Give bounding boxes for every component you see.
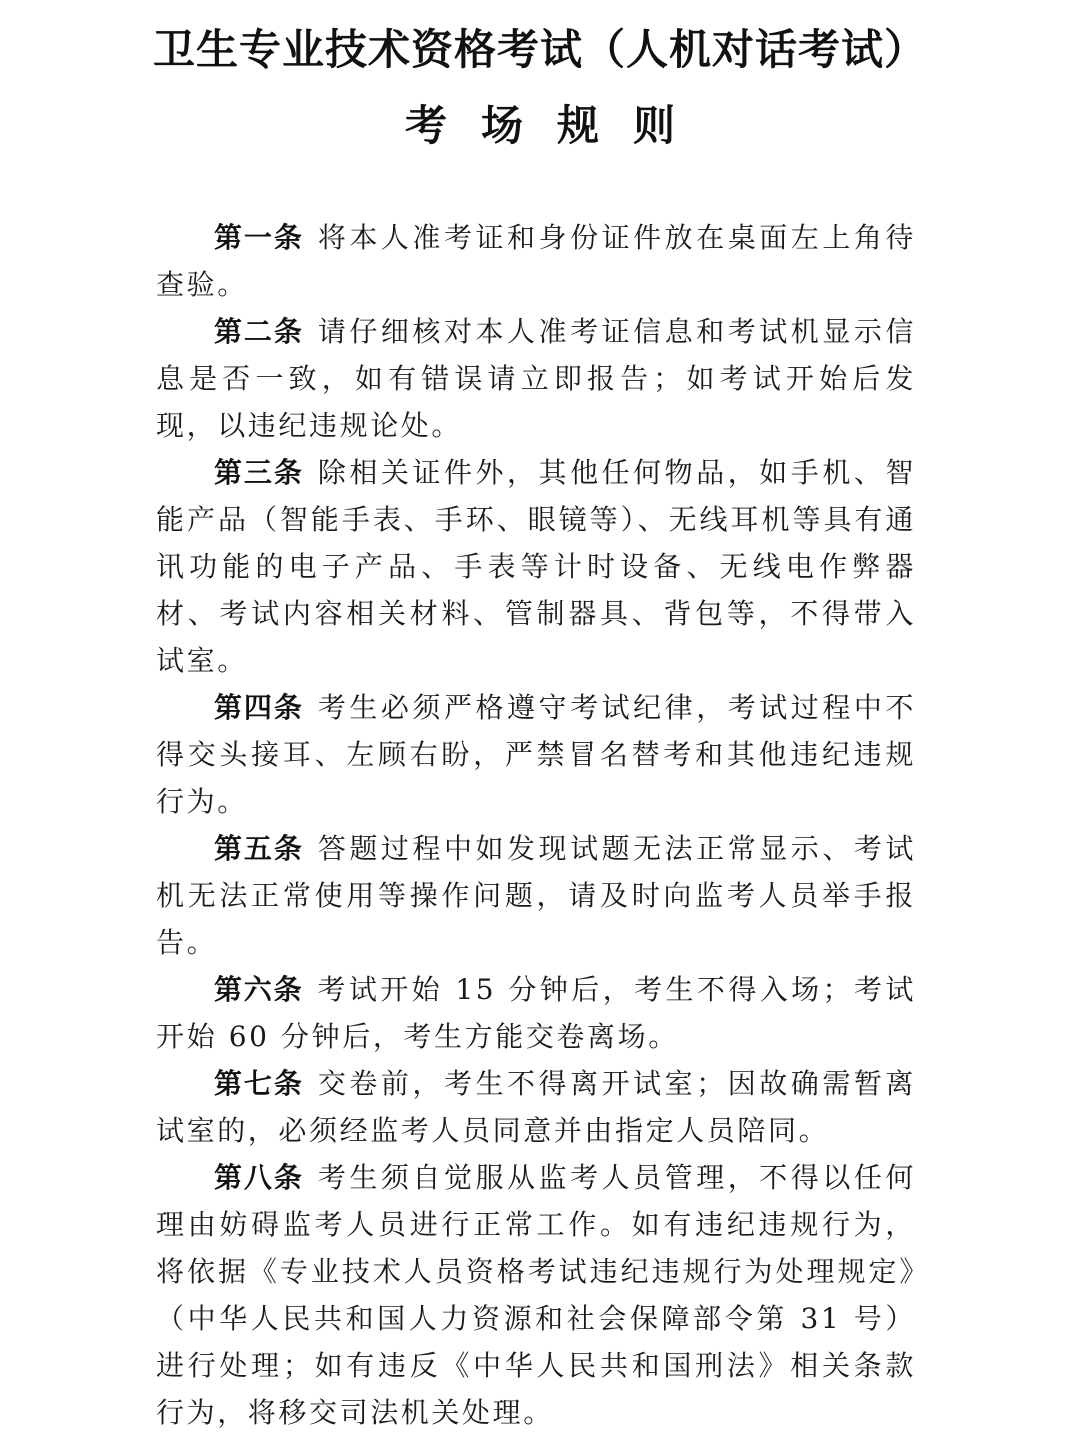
article-label: 第一条	[214, 221, 304, 254]
article-7	[156, 1060, 916, 1154]
article-1	[156, 214, 916, 308]
article-label: 第三条	[214, 456, 304, 489]
rules-body	[156, 214, 916, 1436]
article-4	[156, 684, 916, 825]
article-text: 将本人准考证和身份证件放在桌面左上角待查验。	[156, 221, 916, 301]
article-label: 第二条	[214, 315, 304, 348]
document-subtitle: 考场规则	[404, 101, 709, 150]
article-text: 考生必须严格遵守考试纪律，考试过程中不得交头接耳、左顾右盼，严禁冒名替考和其他违纪违规行为。	[156, 691, 916, 818]
article-text: 除相关证件外，其他任何物品，如手机、智能产品（智能手表、手环、眼镜等）、无线耳机等具有通讯功能的电子产品、手表等计时设备、无线电作弊器材、考试内容相关材料、管制器具、背包等，不得带入试室。	[156, 456, 916, 677]
article-text: 交卷前，考生不得离开试室；因故确需暂离试室的，必须经监考人员同意并由指定人员陪同。	[156, 1067, 916, 1147]
article-3	[156, 449, 916, 684]
article-label: 第七条	[214, 1067, 304, 1100]
article-2	[156, 308, 916, 449]
article-label: 第五条	[214, 832, 304, 865]
article-label: 第八条	[214, 1161, 304, 1194]
article-text: 考生须自觉服从监考人员管理，不得以任何理由妨碍监考人员进行正常工作。如有违纪违规行为，将依据《专业技术人员资格考试违纪违规行为处理规定》（中华人民共和国人力资源和社会保障部令第 31 号）进行处理；如有违反《中华人民共和国刑法》相关条款行为，将移交司法机关处理。	[156, 1161, 916, 1429]
article-8	[156, 1154, 916, 1436]
article-5	[156, 825, 916, 966]
article-text: 答题过程中如发现试题无法正常显示、考试机无法正常使用等操作问题，请及时向监考人员举手报告。	[156, 832, 916, 959]
article-text: 请仔细核对本人准考证信息和考试机显示信息是否一致，如有错误请立即报告；如考试开始后发现，以违纪违规论处。	[156, 315, 916, 442]
article-label: 第六条	[214, 973, 304, 1006]
article-6	[156, 966, 916, 1060]
article-label: 第四条	[214, 691, 304, 724]
article-text: 考试开始 15 分钟后，考生不得入场；考试开始 60 分钟后，考生方能交卷离场。	[156, 973, 916, 1053]
document-title: 卫生专业技术资格考试（人机对话考试）	[152, 25, 927, 74]
